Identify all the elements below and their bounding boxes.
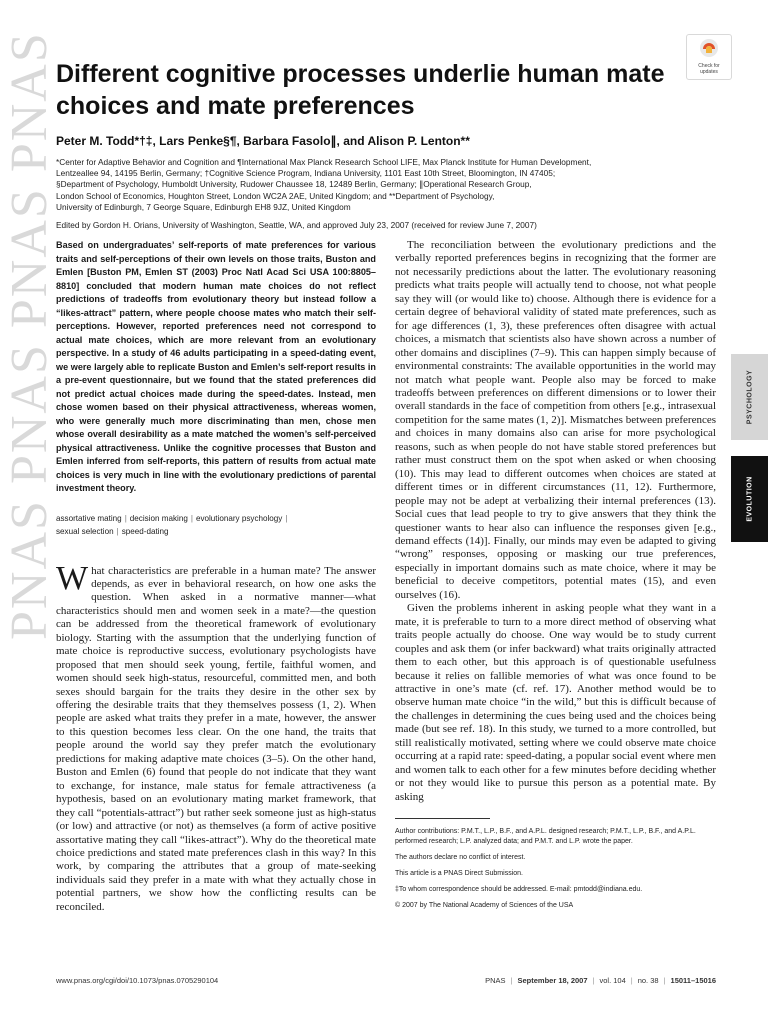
footnote: ‡To whom correspondence should be addressed. E-mail: pmtodd@indiana.edu. [395, 886, 643, 894]
article-title: Different cognitive processes underlie human mate choices and mate preferences [56, 60, 665, 120]
affiliation-line: Lentzeallee 94, 14195 Berlin, Germany; †Cognitive Science Program, Indiana University, 1101 East 10th Street, Bloomington, IN 47405; [56, 168, 556, 179]
section-tab-psychology[interactable] [731, 354, 768, 440]
abstract-text: Based on undergraduates’ self-reports of mate preferences for various traits and self-perceptions of their own levels on those traits, Buston and Emlen [Buston PM, Emlen ST (2003) Proc Natl Acad Sci USA 100:8805–8810] concluded that modern human mate choices do not reflect predictions of tradeoffs from evolutionary theory but instead follow a “likes-attract” pattern, where people choose mates who match their self-perceptions. However, reported preferences need not correspond to actual mate choices, which are more relevant from an evolutionary perspective. In a study of 46 adults participating in a speed-dating event, we were largely able to replicate Buston and Emlen’s self-report results in a pre-event questionnaire, but we found that the stated preferences did not predict actual choices made during the speed-dates. Instead, men chose women based on their physical attractiveness, whereas women, who were generally much more discriminating than men, chose men whose overall desirability as a mate matched the women’s self-perceived physical attractiveness. Unlike the cognitive processes that Buston and Emlen inferred from self-reports, this pattern of results from actual mate choices is very much in line with the evolutionary predictions of parental investment theory. [56, 240, 376, 493]
keyword: speed-dating [121, 526, 169, 536]
check-updates-icon [699, 38, 719, 58]
footnote: © 2007 by The National Academy of Sciences of the USA [395, 902, 574, 910]
page-range: 15011–15016 [670, 976, 716, 985]
drop-cap: W [56, 559, 89, 597]
affiliation-line: *Center for Adaptive Behavior and Cognition and ¶International Max Planck Research School LIFE, Max Planck Institute for Human Development, [56, 157, 592, 167]
badge-label-2: updates [700, 69, 718, 75]
edited-by-note: Edited by Gordon H. Orians, University of Washington, Seattle, WA, and approved July 23, 2007 (received for review June 7, 2007) [56, 220, 537, 230]
right-column [395, 239, 716, 917]
doi-url[interactable]: www.pnas.org/cgi/doi/10.1073/pnas.0705290104 [56, 976, 219, 985]
tab-label: PSYCHOLOGY [746, 369, 753, 425]
body-paragraph: Given the problems inherent in asking people what they want in a mate, it is preferable to turn to a more direct method of observing what traits people actually do choose. One way would be to study current couples and ask them (or infer backward) what traits originally attracted them to each other, but this approach is of questionable usefulness because it relies on fallible memories of what was once found to be attractive in one’s mate (cf. ref. 17). Another method would be to observe human mate choice “in the wild,” but this is difficult because of the challenges in determining the cues being used and the choices being made (but see ref. 18). In this study, we turned to a more controlled, but still realistically motivated, setting where we could observe mate choice occurring at a rapid rate: speed-dating, a popular social event where men and women talk to each other for a few minutes before deciding whether or not they would like to pursue this person as a potential mate. By asking [395, 602, 716, 803]
footnotes [395, 827, 716, 911]
section-tab-evolution[interactable] [731, 456, 768, 542]
author-list: Peter M. Todd*†‡, Lars Penke§¶, Barbara Fasolo∥, and Alison P. Lenton** [56, 134, 470, 148]
affiliation-line: London School of Economics, Houghton Street, London WC2A 2AE, United Kingdom; and **Department of Psychology, [56, 190, 495, 201]
footnote: The authors declare no conflict of interest. [395, 854, 526, 862]
affiliation-line: University of Edinburgh, 7 George Square, Edinburgh EH8 9JZ, United Kingdom [56, 201, 351, 212]
pnas-watermark [0, 0, 58, 1024]
keyword: evolutionary psychology [195, 513, 283, 523]
tab-label: EVOLUTION [746, 476, 753, 522]
affiliation-line: §Department of Psychology, Humboldt University, Rudower Chaussee 18, 12489 Berlin, Germany; ∥Operational Research Group, [56, 179, 532, 190]
abstract [56, 239, 376, 496]
body-text [395, 239, 716, 804]
keywords: assortative mating | decision making | evolutionary psychology | sexual selection | speed-dating [56, 513, 288, 536]
footer-citation: PNAS | September 18, 2007 | vol. 104 | no. 38 | 15011–15016 [485, 976, 716, 985]
journal-name: PNAS [485, 976, 506, 985]
footnote-divider [395, 818, 490, 819]
volume: vol. 104 [599, 976, 626, 985]
body-paragraph: The reconciliation between the evolutionary predictions and the verbally reported preferences begins in recognizing that the former are not necessarily predictions about the latter. The evolutionary reasoning predicts what traits people will actually tend to choose, not what people say they will (or would like to) choose. Although there is evidence for a certain degree of behavioral validity of stated mate preferences, such as for age differences (1, 3), these preferences often disagree with actual choices, a mismatch that scientists also have shown across a number of other domains and disciplines (7–9). This can happen simply because of environmental constraints: The available opportunities in the world may not match what people want. People also may be forced to make tradeoffs between preferences on different dimensions or to lower their overall standards in the face of competition from others [e.g., intrasexual competition for the same mates (1, 2)]. Mismatches between preferences and choices in many domains also can arise for more psychological reasons, such as when people do not have stable stored preferences but rather must construct them on the spot when asked or when choosing (10). This may lead to different outcomes when choices are stated at different times or in different circumstances (11, 12). Furthermore, people may not be adept at verbalizing their internal preferences (13). Social cues that lead people to try to give answers that they think the questioner wants to hear also can influence the responses given [e.g., demand effects (14)]. Finally, our minds may even be adapted to giving “wrong” responses, opposing or masking our true preferences, especially in important domains such as mate choice, where it may be beneficial to deceive competitors, potential mates (15), and even ourselves (16). [395, 239, 716, 601]
footnote: This article is a PNAS Direct Submission. [395, 870, 523, 878]
issue-date: September 18, 2007 [517, 976, 588, 985]
affiliations [56, 157, 716, 213]
intro-text: hat characteristics are preferable in a human mate? The answer depends, as ever in behavioral research, on how one asks the question. When asked in a normative manner—what characteristics should men and women seek in a mate?—the question can be addressed from the theoretical framework of evolutionary biology. Starting with the assumption that the underlying function of mate choice is reproductive success, evolutionary psychologists have proposed that men should seek young, fertile, faithful women, and women should seek high-status, resourceful, committed men, and both sexes should bargain for the traits they desire in the other sex by offering the desirable traits that they themselves possess (1, 2). When people are asked what traits they prefer in a mate, however, the answer to this question becomes less clear. On the one hand, the traits that people around the world say they prefer match the evolutionary predictions for making adaptive mate choices (3–5). On the other hand, Buston and Emlen (6) found that people do not indicate that they want to exchange, for instance, male status for female attractiveness (a hypothesis, based on an evolutionary mating market framework, that they call “potentials-attract”) but rather seek someone just as high-status (or low) and attractive (or not) as themselves (a form of active positive assortative mating they call “likes-attract”). Why do the theoretical mate choice predictions and stated mate preferences clash in this way? In this work, by comparing the attributes that a group of mate-seeking individuals said they prefer in a mate with what they actually chose in potential partners, we show how the conflicting results can be reconciled. [56, 564, 376, 913]
badge-label-1: Check for [698, 63, 720, 69]
issue-number: no. 38 [637, 976, 659, 985]
keyword: assortative mating [56, 513, 122, 523]
keyword: sexual selection [56, 526, 114, 536]
left-column [56, 239, 376, 914]
check-for-updates-badge[interactable] [686, 34, 732, 80]
intro-paragraph [56, 559, 376, 915]
introduction [56, 559, 376, 915]
keyword: decision making [129, 513, 188, 523]
footnote: Author contributions: P.M.T., L.P., B.F., and A.P.L. designed research; P.M.T., L.P., B.F., and A.P.L. performed research; L.P. analyzed data; and P.M.T. and L.P. wrote the paper. [395, 828, 696, 846]
watermark-text: PNAS PNAS PNAS PNAS [1, 31, 58, 640]
